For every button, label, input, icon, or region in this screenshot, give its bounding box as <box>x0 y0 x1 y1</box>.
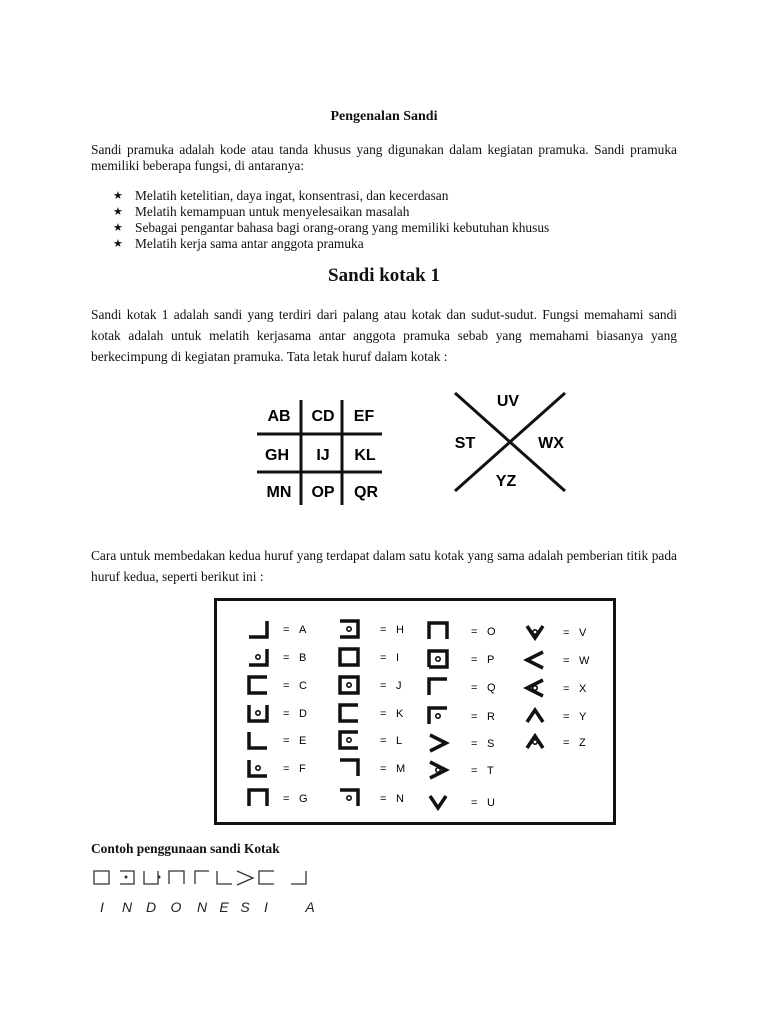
list-item-text: Melatih ketelitian, daya ingat, konsentrasi, dan kecerdasan <box>135 188 449 203</box>
cipher-symbol <box>340 790 358 806</box>
cipher-dot <box>125 876 128 879</box>
grid-cell-label: MN <box>266 484 292 501</box>
cipher-symbol <box>217 871 232 884</box>
grid-cell-label: KL <box>354 447 376 464</box>
legend-letter: A <box>299 624 307 636</box>
equals-sign: = <box>563 655 570 667</box>
legend-letter: J <box>396 680 402 692</box>
legend-letter: S <box>487 738 495 750</box>
cipher-symbol <box>249 677 267 693</box>
cipher-symbol <box>527 710 543 722</box>
legend-letter: X <box>579 683 587 695</box>
equals-sign: = <box>283 708 290 720</box>
legend-letter: P <box>487 654 495 666</box>
list-item <box>113 236 673 252</box>
legend-letter: H <box>396 624 404 636</box>
legend-letter: T <box>487 765 494 777</box>
legend-letter: O <box>487 626 496 638</box>
star-icon: ★ <box>113 221 123 234</box>
cipher-symbol <box>429 679 447 695</box>
example-letter: A <box>305 899 315 915</box>
equals-sign: = <box>380 652 387 664</box>
equals-sign: = <box>563 711 570 723</box>
legend-letter: D <box>299 708 307 720</box>
example-letter: N <box>196 899 208 915</box>
cipher-symbol <box>169 871 184 884</box>
cipher-symbol <box>94 871 109 884</box>
example-encoding <box>91 864 341 928</box>
cross-diagram <box>445 385 575 497</box>
equals-sign: = <box>471 711 478 723</box>
cipher-symbol <box>340 677 358 693</box>
example-letter: I <box>264 899 268 915</box>
legend-letter: L <box>396 735 403 747</box>
legend-letter: R <box>487 711 495 723</box>
cipher-symbol <box>430 796 446 808</box>
equals-sign: = <box>563 683 570 695</box>
equals-sign: = <box>283 652 290 664</box>
equals-sign: = <box>471 797 478 809</box>
cross-label-right: WX <box>538 435 564 452</box>
legend-letter: N <box>396 793 404 805</box>
equals-sign: = <box>471 626 478 638</box>
equals-sign: = <box>380 763 387 775</box>
cipher-dot <box>158 876 161 879</box>
dot-rule-paragraph: Cara untuk membedakan kedua huruf yang terdapat dalam satu kotak yang sama adalah pemberian titik pada huruf kedua, seperti berikut ini : <box>91 548 677 584</box>
example-letter: N <box>121 899 133 915</box>
cipher-symbol <box>249 649 267 665</box>
equals-sign: = <box>471 654 478 666</box>
legend-letter: Z <box>579 737 586 749</box>
cipher-symbol <box>249 621 267 637</box>
legend-letter: C <box>299 680 307 692</box>
cipher-symbol <box>249 760 267 776</box>
example-heading: Contoh penggunaan sandi Kotak <box>91 841 280 856</box>
grid-cell-label: IJ <box>316 447 330 464</box>
equals-sign: = <box>283 793 290 805</box>
example-letter: S <box>240 899 250 915</box>
page-title: Pengenalan Sandi <box>330 109 438 124</box>
legend-letter: K <box>396 708 404 720</box>
cipher-symbol <box>249 732 267 748</box>
equals-sign: = <box>283 763 290 775</box>
grid-cell-label: GH <box>265 447 289 464</box>
equals-sign: = <box>471 738 478 750</box>
equals-sign: = <box>380 793 387 805</box>
cipher-symbol <box>249 790 267 806</box>
equals-sign: = <box>380 680 387 692</box>
cross-label-top: UV <box>496 393 520 410</box>
function-list <box>113 188 673 252</box>
legend-letter: U <box>487 797 495 809</box>
legend-letter: Y <box>579 711 587 723</box>
example-letter: E <box>219 899 229 915</box>
cipher-symbol <box>340 705 358 721</box>
equals-sign: = <box>471 765 478 777</box>
equals-sign: = <box>283 735 290 747</box>
cipher-symbol <box>429 651 447 667</box>
cipher-symbol <box>340 649 358 665</box>
example-letter: I <box>100 899 104 915</box>
list-item <box>113 220 673 236</box>
legend-letter: F <box>299 763 306 775</box>
letter-grid-diagram <box>252 398 387 508</box>
cipher-symbol <box>195 871 209 884</box>
cross-label-left: ST <box>454 435 476 452</box>
list-item <box>113 188 673 204</box>
grid-cell-label: AB <box>267 408 291 425</box>
legend-letter: E <box>299 735 307 747</box>
cipher-symbol <box>429 708 447 724</box>
intro-paragraph: Sandi pramuka adalah kode atau tanda khusus yang digunakan dalam kegiatan pramuka. Sandi pramuka memiliki beberapa fungsi, di antaranya: <box>91 142 677 173</box>
cipher-symbol <box>430 762 446 778</box>
example-letter: O <box>170 899 182 915</box>
cross-label-bottom: YZ <box>495 473 517 490</box>
legend-letter: Q <box>487 682 496 694</box>
equals-sign: = <box>283 624 290 636</box>
grid-cell-label: QR <box>354 484 378 501</box>
list-item-text: Sebagai pengantar bahasa bagi orang-orang yang memiliki kebutuhan khusus <box>135 220 550 235</box>
cipher-symbol <box>527 736 543 748</box>
equals-sign: = <box>380 624 387 636</box>
cipher-symbol <box>527 626 543 638</box>
legend-frame <box>216 600 615 824</box>
legend-letter: I <box>396 652 400 664</box>
cipher-symbol <box>259 871 274 884</box>
cipher-symbol <box>527 652 543 668</box>
list-item <box>113 204 673 220</box>
cipher-symbol <box>144 871 158 884</box>
cipher-symbol <box>291 871 306 884</box>
legend-letter: B <box>299 652 307 664</box>
grid-cell-label: OP <box>311 484 335 501</box>
example-letter: D <box>145 899 157 915</box>
star-icon: ★ <box>113 205 123 218</box>
grid-cell-label: EF <box>353 408 375 425</box>
equals-sign: = <box>380 708 387 720</box>
equals-sign: = <box>283 680 290 692</box>
cipher-symbol <box>527 680 543 696</box>
cipher-symbol <box>249 705 267 721</box>
cipher-symbol <box>340 732 358 748</box>
legend-letter: G <box>299 793 308 805</box>
equals-sign: = <box>380 735 387 747</box>
star-icon: ★ <box>113 189 123 202</box>
equals-sign: = <box>563 737 570 749</box>
grid-cell-label: CD <box>311 408 335 425</box>
cipher-symbol <box>340 621 358 637</box>
list-item-text: Melatih kemampuan untuk menyelesaikan masalah <box>135 204 410 219</box>
list-item-text: Melatih kerja sama antar anggota pramuka <box>135 236 364 251</box>
legend-letter: W <box>579 655 590 667</box>
equals-sign: = <box>563 627 570 639</box>
section-heading: Sandi kotak 1 <box>328 265 440 286</box>
cipher-symbol <box>429 623 447 639</box>
equals-sign: = <box>471 682 478 694</box>
cipher-symbol <box>340 760 358 776</box>
legend-letter: M <box>396 763 406 775</box>
cipher-legend <box>214 598 616 825</box>
cipher-symbol <box>430 735 446 751</box>
explanation-paragraph: Sandi kotak 1 adalah sandi yang terdiri dari palang atau kotak dan sudut-sudut. Fungsi memahami sandi kotak adalah untuk melatih kerjasama antar anggota pramuka sebab yang memahami biasanya yang berkecimpung di kegiatan pramuka. Tata letak huruf dalam kotak : <box>91 307 677 364</box>
cipher-symbol <box>237 871 253 885</box>
legend-letter: V <box>579 627 587 639</box>
star-icon: ★ <box>113 237 123 250</box>
